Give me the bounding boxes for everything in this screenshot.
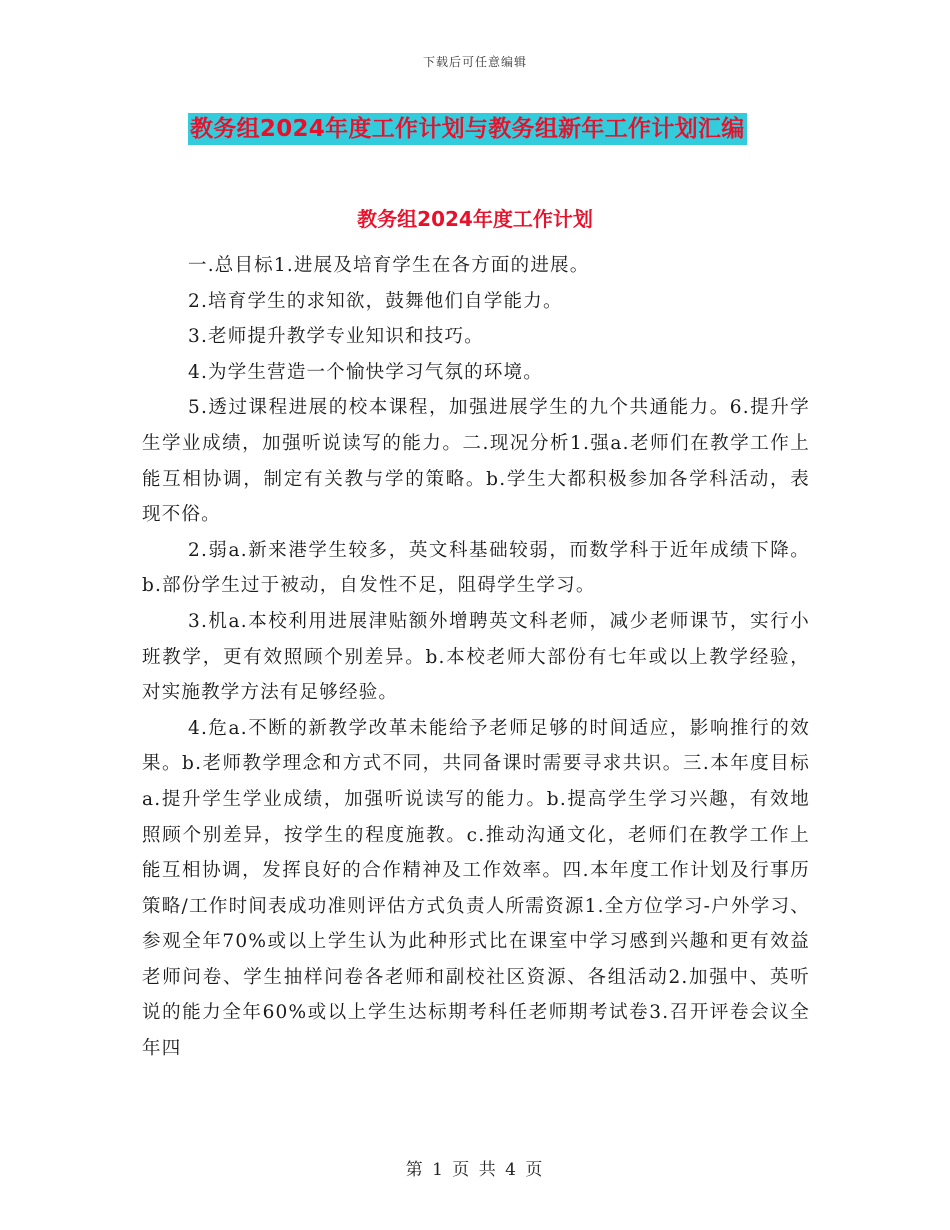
- main-title-wrap: [188, 113, 747, 145]
- paragraph: 2.弱a.新来港学生较多，英文科基础较弱，而数学科于近年成绩下降。b.部份学生过于被动，自发性不足，阻碍学生学习。: [142, 539, 810, 597]
- paragraph: 2.培育学生的求知欲，鼓舞他们自学能力。: [188, 290, 563, 312]
- paragraph: 4.危a.不断的新教学改革未能给予老师足够的时间适应，影响推行的效果。b.老师教学理念和方式不同，共同备课时需要寻求共识。三.本年度目标a.提升学生学业成绩，加强听说读写的能力。b.提高学生学习兴趣，有效地照顾个别差异，按学生的程度施教。c.推动沟通文化，老师们在教学工作上能互相协调，发挥良好的合作精神及工作效率。四.本年度工作计划及行事历策略/工作时间表成功准则评估方式负责人所需资源1.全方位学习-户外学习、参观全年70%或以上学生认为此种形式比在课室中学习感到兴趣和更有效益老师问卷、学生抽样问卷各老师和副校社区资源、各组活动2.加强中、英听说的能力全年60%或以上学生达标期考科任老师期考试卷3.召开评卷会议全年四: [142, 717, 810, 1060]
- paragraph: 3.机a.本校利用进展津贴额外增聘英文科老师，减少老师课节，实行小班教学，更有效照顾个别差异。b.本校老师大部份有七年或以上教学经验，对实施教学方法有足够经验。: [142, 610, 810, 704]
- section-title: 教务组2024年度工作计划: [357, 207, 593, 231]
- paragraph: 3.老师提升教学专业知识和技巧。: [188, 326, 484, 348]
- page-footer: 第 1 页 共 4 页: [405, 1160, 545, 1180]
- document-body: [142, 248, 810, 1067]
- paragraph: 4.为学生营造一个愉快学习气氛的环境。: [188, 361, 543, 383]
- header-note: 下载后可任意编辑: [422, 55, 527, 69]
- paragraph: 5.透过课程进展的校本课程，加强进展学生的九个共通能力。6.提升学生学业成绩，加强听说读写的能力。二.现况分析1.强a.老师们在教学工作上能互相协调，制定有关教与学的策略。b.学生大都积极参加各学科活动，表现不俗。: [142, 397, 810, 526]
- paragraph: 一.总目标1.进展及培育学生在各方面的进展。: [188, 255, 590, 276]
- main-title: 教务组2024年度工作计划与教务组新年工作计划汇编: [188, 113, 747, 145]
